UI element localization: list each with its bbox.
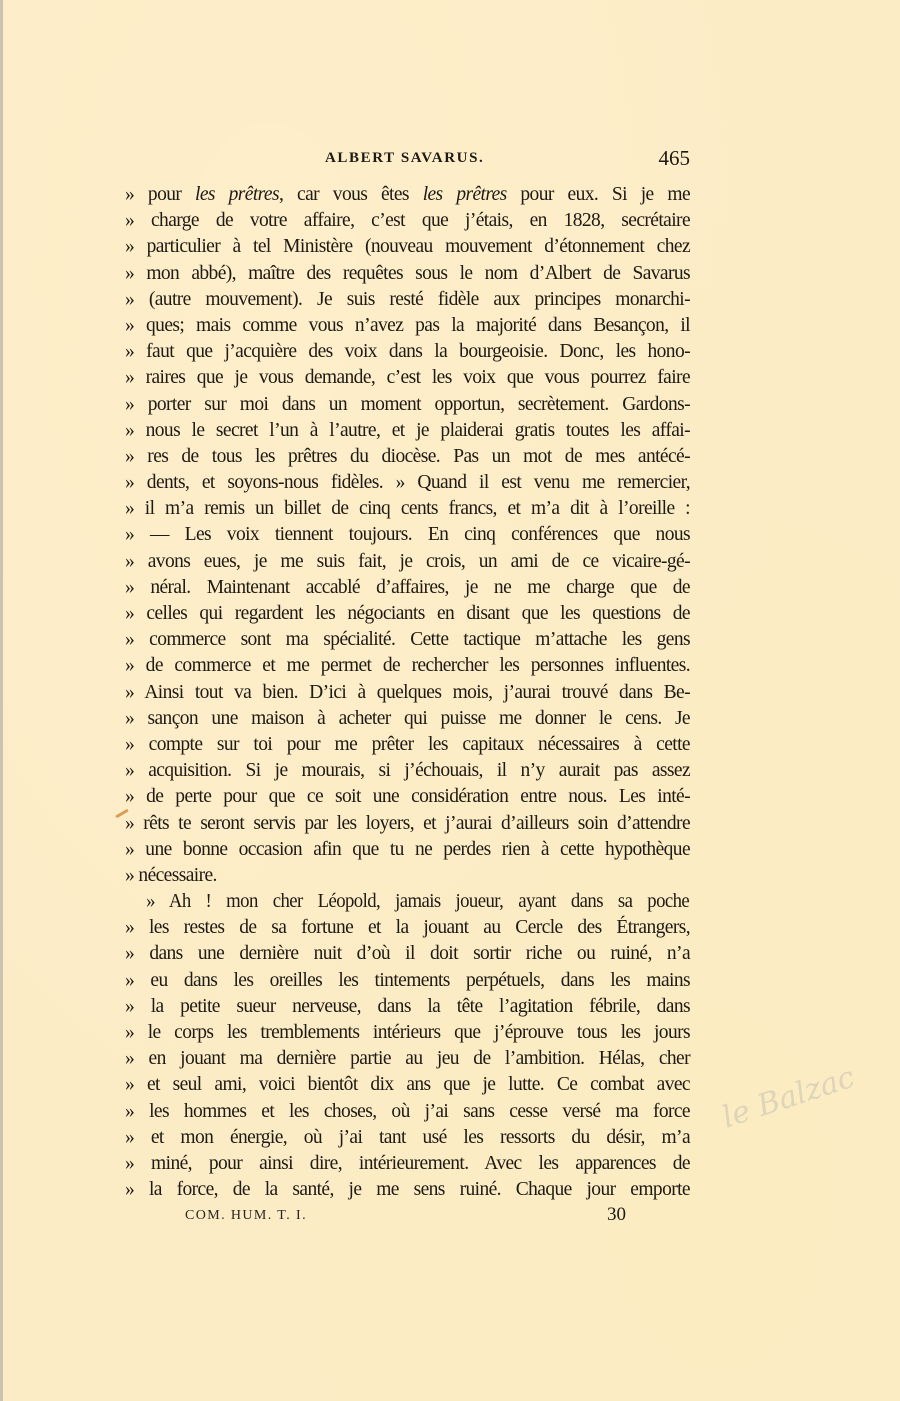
page-edge (0, 0, 3, 1401)
text-line: » une bonne occasion afin que tu ne perdes rien à cette hypothèque (125, 838, 690, 860)
text-line: » et seul ami, voici bientôt dix ans que je lutte. Ce combat avec (125, 1074, 690, 1096)
text-line: » les hommes et les choses, où j’ai sans cesse versé ma force (125, 1100, 690, 1122)
text-line: » eu dans les oreilles les tintements perpétuels, dans les mains (125, 969, 690, 991)
text-line: » res de tous les prêtres du diocèse. Pas un mot de mes antécé- (125, 445, 690, 467)
page-number: 465 (658, 146, 690, 170)
text-line: » de commerce et me permet de rechercher les personnes influentes. (125, 655, 690, 677)
text-line: » commerce sont ma spécialité. Cette tactique m’attache les gens (125, 629, 690, 651)
text-line: » compte sur toi pour me prêter les capitaux nécessaires à cette (125, 733, 690, 755)
text-line: » charge de votre affaire, c’est que j’étais, en 1828, secrétaire (125, 210, 690, 232)
text-line (125, 182, 690, 208)
text-line: » le corps les tremblements intérieurs que j’éprouve tous les jours (125, 1022, 690, 1043)
text-line: » néral. Maintenant accablé d’affaires, je ne me charge que de (125, 576, 690, 598)
text-line: » avons eues, je me suis fait, je crois, un ami de ce vicaire-gé- (125, 550, 690, 572)
text-line: » rêts te seront servis par les loyers, et j’aurai d’ailleurs soin d’attendre (125, 812, 690, 834)
text-line: » (autre mouvement). Je suis resté fidèle aux principes monarchi- (125, 288, 690, 310)
text-line: » nécessaire. (125, 864, 217, 886)
text-line: » nous le secret l’un à l’autre, et je plaiderai gratis toutes les affai- (125, 419, 690, 441)
text-line: » de perte pour que ce soit une considération entre nous. Les inté- (125, 786, 690, 808)
text-line: » celles qui regardent les négociants en disant que les questions de (125, 603, 690, 624)
text-line: » les restes de sa fortune et la jouant au Cercle des Étrangers, (125, 917, 690, 939)
italic-span: les prêtres (195, 184, 279, 205)
running-title: ALBERT SAVARUS. (325, 150, 485, 166)
text-line: » raires que je vous demande, c’est les voix que vous pourrez faire (125, 367, 690, 389)
text-line: » dents, et soyons-nous fidèles. » Quand il est venu me remercier, (125, 472, 690, 494)
text-span: » pour (125, 184, 196, 205)
text-span: pour eux. Si je me (506, 184, 690, 205)
text-line: » Ainsi tout va bien. D’ici à quelques mois, j’aurai trouvé dans Be- (125, 681, 690, 703)
italic-span: les prêtres (422, 184, 507, 205)
text-line: » et mon énergie, où j’ai tant usé les ressorts du désir, m’a (125, 1126, 690, 1148)
text-line: » miné, pour ainsi dire, intérieurement. Avec les apparences de (125, 1152, 690, 1174)
signature-mark: COM. HUM. T. I. (185, 1208, 307, 1223)
text-line: » — Les voix tiennent toujours. En cinq conférences que nous (125, 524, 690, 546)
text-span: , car vous êtes (278, 184, 423, 205)
text-line: » en jouant ma dernière partie au jeu de l’ambition. Hélas, cher (125, 1048, 690, 1070)
text-line: » dans une dernière nuit d’où il doit sortir riche ou ruiné, n’a (125, 943, 690, 965)
text-line: » acquisition. Si je mourais, si j’échouais, il n’y aurait pas assez (125, 760, 690, 782)
running-head (125, 148, 690, 172)
page-footer (125, 1205, 690, 1229)
text-line: » Ah ! mon cher Léopold, jamais joueur, ayant dans sa poche (146, 891, 690, 913)
text-line: » la petite sueur nerveuse, dans la tête l’agitation fébrile, dans (125, 995, 690, 1017)
text-line: » mon abbé), maître des requêtes sous le nom d’Albert de Savarus (125, 262, 690, 284)
text-line: » sançon une maison à acheter qui puisse me donner le cens. Je (125, 707, 690, 729)
handwritten-margin-note: le Balzac (717, 1059, 859, 1136)
sheet-number: 30 (607, 1204, 626, 1225)
text-line: » porter sur moi dans un moment opportun, secrètement. Gardons- (125, 393, 690, 415)
body-text (125, 182, 690, 1203)
text-line: » particulier à tel Ministère (nouveau mouvement d’étonnement chez (125, 236, 690, 258)
text-line: » faut que j’acquière des voix dans la bourgeoisie. Donc, les hono- (125, 341, 690, 363)
text-line: » la force, de la santé, je me sens ruiné. Chaque jour emporte (125, 1179, 690, 1201)
text-line: » ques; mais comme vous n’avez pas la majorité dans Besançon, il (125, 314, 690, 336)
text-line: » il m’a remis un billet de cinq cents francs, et m’a dit à l’oreille : (125, 498, 690, 520)
